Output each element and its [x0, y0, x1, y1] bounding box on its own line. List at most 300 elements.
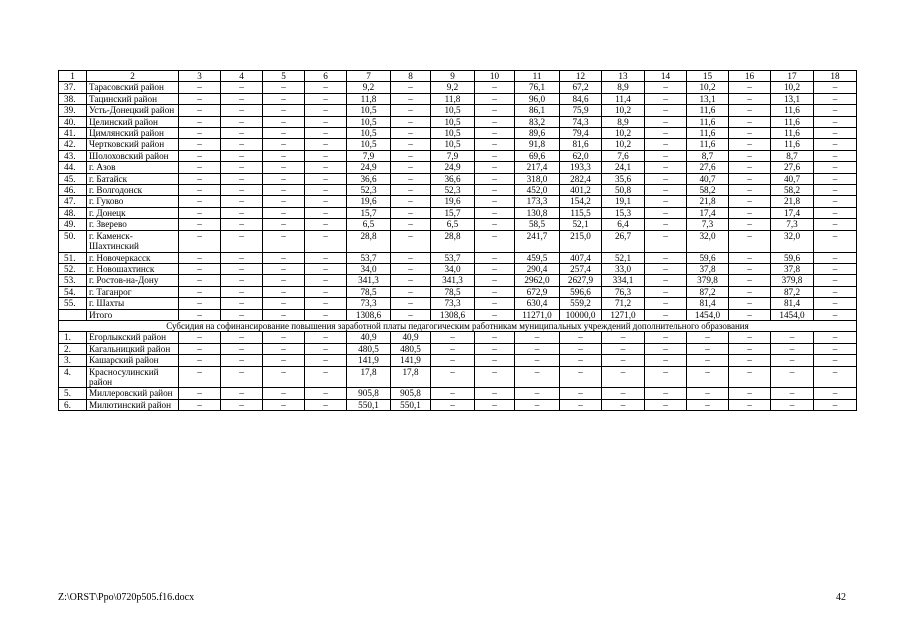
value-cell: –: [515, 366, 560, 388]
value-cell: 19,6: [347, 196, 391, 207]
row-name: г. Каменск-Шахтинский: [87, 230, 179, 252]
value-cell: –: [475, 139, 515, 150]
value-cell: –: [814, 388, 857, 399]
value-cell: –: [305, 355, 347, 366]
value-cell: –: [475, 252, 515, 263]
value-cell: 11,6: [771, 116, 814, 127]
value-cell: 11271,0: [515, 309, 560, 320]
value-cell: –: [729, 196, 771, 207]
column-number: 10: [475, 71, 515, 82]
value-cell: 79,4: [560, 128, 602, 139]
value-cell: 8,7: [687, 150, 729, 161]
value-cell: 34,0: [431, 263, 475, 274]
value-cell: 1308,6: [347, 309, 391, 320]
value-cell: –: [814, 275, 857, 286]
value-cell: 452,0: [515, 185, 560, 196]
value-cell: –: [602, 399, 645, 410]
value-cell: –: [645, 298, 687, 309]
value-cell: –: [645, 263, 687, 274]
column-number: 2: [87, 71, 179, 82]
value-cell: –: [771, 343, 814, 354]
value-cell: –: [431, 388, 475, 399]
row-name: г. Зверево: [87, 219, 179, 230]
value-cell: 11,4: [602, 93, 645, 104]
value-cell: 407,4: [560, 252, 602, 263]
value-cell: –: [729, 286, 771, 297]
value-cell: 10,2: [771, 82, 814, 93]
value-cell: 32,0: [771, 230, 814, 252]
value-cell: –: [645, 185, 687, 196]
value-cell: –: [179, 162, 221, 173]
value-cell: 341,3: [347, 275, 391, 286]
value-cell: –: [560, 366, 602, 388]
value-cell: –: [263, 355, 305, 366]
value-cell: –: [391, 207, 431, 218]
value-cell: –: [391, 116, 431, 127]
value-cell: –: [221, 309, 263, 320]
value-cell: –: [645, 332, 687, 343]
value-cell: –: [305, 309, 347, 320]
value-cell: –: [602, 332, 645, 343]
value-cell: –: [391, 93, 431, 104]
value-cell: 17,4: [687, 207, 729, 218]
value-cell: –: [560, 399, 602, 410]
row-number: 5.: [59, 388, 87, 399]
value-cell: 24,9: [431, 162, 475, 173]
value-cell: –: [645, 105, 687, 116]
value-cell: 11,6: [687, 128, 729, 139]
value-cell: –: [729, 116, 771, 127]
value-cell: 1271,0: [602, 309, 645, 320]
value-cell: –: [221, 286, 263, 297]
value-cell: –: [475, 332, 515, 343]
row-number: 37.: [59, 82, 87, 93]
value-cell: 52,1: [602, 252, 645, 263]
value-cell: –: [729, 185, 771, 196]
value-cell: 53,7: [347, 252, 391, 263]
value-cell: 58,2: [771, 185, 814, 196]
row-number: 52.: [59, 263, 87, 274]
value-cell: –: [814, 219, 857, 230]
value-cell: 11,6: [771, 105, 814, 116]
value-cell: –: [179, 275, 221, 286]
value-cell: 52,3: [431, 185, 475, 196]
value-cell: 13,1: [687, 93, 729, 104]
value-cell: 11,6: [771, 128, 814, 139]
row-name: Итого: [87, 309, 179, 320]
value-cell: –: [814, 309, 857, 320]
value-cell: –: [560, 343, 602, 354]
value-cell: 58,5: [515, 219, 560, 230]
value-cell: 91,8: [515, 139, 560, 150]
value-cell: –: [645, 128, 687, 139]
value-cell: –: [263, 196, 305, 207]
value-cell: –: [391, 309, 431, 320]
value-cell: –: [645, 230, 687, 252]
value-cell: –: [179, 263, 221, 274]
value-cell: –: [179, 366, 221, 388]
value-cell: –: [515, 355, 560, 366]
value-cell: –: [729, 82, 771, 93]
value-cell: –: [771, 355, 814, 366]
value-cell: 480,5: [391, 343, 431, 354]
value-cell: –: [475, 343, 515, 354]
row-number: 3.: [59, 355, 87, 366]
value-cell: 10000,0: [560, 309, 602, 320]
value-cell: 130,8: [515, 207, 560, 218]
value-cell: 10,2: [602, 105, 645, 116]
value-cell: –: [391, 219, 431, 230]
value-cell: –: [305, 128, 347, 139]
value-cell: –: [263, 219, 305, 230]
value-cell: –: [475, 263, 515, 274]
value-cell: 69,6: [515, 150, 560, 161]
value-cell: –: [263, 93, 305, 104]
value-cell: –: [431, 399, 475, 410]
value-cell: –: [431, 366, 475, 388]
value-cell: –: [729, 162, 771, 173]
value-cell: –: [305, 150, 347, 161]
column-number: 14: [645, 71, 687, 82]
value-cell: –: [645, 355, 687, 366]
value-cell: –: [221, 162, 263, 173]
value-cell: 73,3: [431, 298, 475, 309]
value-cell: 28,8: [431, 230, 475, 252]
value-cell: –: [391, 286, 431, 297]
column-number: 3: [179, 71, 221, 82]
value-cell: –: [391, 275, 431, 286]
value-cell: –: [602, 355, 645, 366]
value-cell: –: [475, 388, 515, 399]
value-cell: –: [602, 366, 645, 388]
value-cell: –: [602, 388, 645, 399]
value-cell: –: [179, 185, 221, 196]
row-number: 49.: [59, 219, 87, 230]
value-cell: –: [814, 128, 857, 139]
table-row: [59, 207, 857, 218]
value-cell: –: [729, 332, 771, 343]
value-cell: –: [179, 388, 221, 399]
value-cell: –: [221, 128, 263, 139]
value-cell: –: [645, 173, 687, 184]
value-cell: –: [179, 355, 221, 366]
value-cell: –: [645, 366, 687, 388]
value-cell: –: [221, 275, 263, 286]
value-cell: –: [391, 252, 431, 263]
value-cell: –: [687, 399, 729, 410]
value-cell: –: [475, 355, 515, 366]
value-cell: 290,4: [515, 263, 560, 274]
value-cell: –: [645, 275, 687, 286]
value-cell: –: [391, 173, 431, 184]
value-cell: –: [645, 116, 687, 127]
value-cell: –: [475, 399, 515, 410]
value-cell: –: [814, 173, 857, 184]
value-cell: –: [305, 263, 347, 274]
value-cell: –: [263, 388, 305, 399]
value-cell: –: [814, 230, 857, 252]
value-cell: –: [814, 286, 857, 297]
value-cell: 37,8: [687, 263, 729, 274]
value-cell: –: [645, 252, 687, 263]
row-name: г. Таганрог: [87, 286, 179, 297]
value-cell: –: [221, 252, 263, 263]
value-cell: 83,2: [515, 116, 560, 127]
value-cell: –: [391, 105, 431, 116]
value-cell: –: [305, 388, 347, 399]
value-cell: –: [475, 196, 515, 207]
value-cell: 8,9: [602, 82, 645, 93]
value-cell: –: [771, 332, 814, 343]
value-cell: 11,6: [771, 139, 814, 150]
value-cell: 193,3: [560, 162, 602, 173]
value-cell: –: [814, 82, 857, 93]
value-cell: –: [305, 207, 347, 218]
value-cell: 17,8: [391, 366, 431, 388]
row-number: 4.: [59, 366, 87, 388]
table-row: [59, 309, 857, 320]
value-cell: 40,7: [771, 173, 814, 184]
table-row: [59, 343, 857, 354]
value-cell: –: [179, 219, 221, 230]
value-cell: 215,0: [560, 230, 602, 252]
value-cell: –: [475, 298, 515, 309]
value-cell: –: [515, 332, 560, 343]
value-cell: –: [179, 252, 221, 263]
row-name: Красносулинский район: [87, 366, 179, 388]
column-number: 15: [687, 71, 729, 82]
row-number: 50.: [59, 230, 87, 252]
row-number: 53.: [59, 275, 87, 286]
value-cell: 11,8: [431, 93, 475, 104]
value-cell: –: [431, 332, 475, 343]
value-cell: 62,0: [560, 150, 602, 161]
table-row: [59, 162, 857, 173]
value-cell: –: [305, 399, 347, 410]
column-number-row: [59, 71, 857, 82]
value-cell: 53,7: [431, 252, 475, 263]
value-cell: –: [814, 105, 857, 116]
row-number: 41.: [59, 128, 87, 139]
value-cell: 341,3: [431, 275, 475, 286]
value-cell: 459,5: [515, 252, 560, 263]
value-cell: –: [475, 309, 515, 320]
table-row: [59, 219, 857, 230]
value-cell: 17,8: [347, 366, 391, 388]
value-cell: 8,7: [771, 150, 814, 161]
value-cell: 58,2: [687, 185, 729, 196]
value-cell: 81,4: [771, 298, 814, 309]
value-cell: 11,6: [687, 116, 729, 127]
row-number: 47.: [59, 196, 87, 207]
column-number: 1: [59, 71, 87, 82]
value-cell: –: [475, 128, 515, 139]
value-cell: –: [221, 150, 263, 161]
value-cell: 15,7: [431, 207, 475, 218]
value-cell: –: [305, 332, 347, 343]
value-cell: 36,6: [347, 173, 391, 184]
row-name: Усть-Донецкий район: [87, 105, 179, 116]
value-cell: –: [263, 275, 305, 286]
value-cell: 67,2: [560, 82, 602, 93]
row-number: [59, 309, 87, 320]
table-row: [59, 388, 857, 399]
value-cell: 11,6: [687, 105, 729, 116]
value-cell: –: [475, 116, 515, 127]
row-number: 1.: [59, 332, 87, 343]
row-name: Кагальницкий район: [87, 343, 179, 354]
footer-file-path: Z:\ORST\Ppo\0720p505.f16.docx: [58, 592, 195, 603]
value-cell: 34,0: [347, 263, 391, 274]
value-cell: 10,2: [602, 139, 645, 150]
value-cell: –: [729, 343, 771, 354]
row-number: 42.: [59, 139, 87, 150]
value-cell: 7,3: [771, 219, 814, 230]
value-cell: –: [263, 207, 305, 218]
value-cell: 10,5: [431, 105, 475, 116]
value-cell: –: [221, 355, 263, 366]
value-cell: –: [645, 286, 687, 297]
row-name: Цимлянский район: [87, 128, 179, 139]
value-cell: 27,6: [771, 162, 814, 173]
value-cell: –: [263, 185, 305, 196]
value-cell: 1454,0: [771, 309, 814, 320]
row-number: 40.: [59, 116, 87, 127]
column-number: 4: [221, 71, 263, 82]
value-cell: –: [391, 139, 431, 150]
value-cell: –: [475, 93, 515, 104]
value-cell: –: [645, 162, 687, 173]
value-cell: –: [687, 343, 729, 354]
row-number: 6.: [59, 399, 87, 410]
value-cell: 2627,9: [560, 275, 602, 286]
value-cell: –: [814, 298, 857, 309]
value-cell: –: [729, 230, 771, 252]
value-cell: –: [771, 366, 814, 388]
value-cell: –: [645, 399, 687, 410]
value-cell: 19,6: [431, 196, 475, 207]
value-cell: –: [263, 252, 305, 263]
value-cell: 10,5: [347, 139, 391, 150]
row-name: г. Донецк: [87, 207, 179, 218]
section-title-row: [59, 320, 857, 331]
value-cell: 257,4: [560, 263, 602, 274]
table-row: [59, 139, 857, 150]
value-cell: 73,3: [347, 298, 391, 309]
row-name: Тарасовский район: [87, 82, 179, 93]
value-cell: 630,4: [515, 298, 560, 309]
table-row: [59, 366, 857, 388]
column-number: 16: [729, 71, 771, 82]
value-cell: –: [771, 399, 814, 410]
value-cell: –: [179, 116, 221, 127]
value-cell: –: [475, 219, 515, 230]
value-cell: –: [729, 139, 771, 150]
row-name: Чертковский район: [87, 139, 179, 150]
value-cell: 78,5: [431, 286, 475, 297]
row-number: 48.: [59, 207, 87, 218]
value-cell: 52,1: [560, 219, 602, 230]
value-cell: 905,8: [391, 388, 431, 399]
value-cell: –: [179, 343, 221, 354]
value-cell: 241,7: [515, 230, 560, 252]
value-cell: –: [305, 230, 347, 252]
value-cell: 379,8: [771, 275, 814, 286]
value-cell: 154,2: [560, 196, 602, 207]
value-cell: –: [814, 196, 857, 207]
row-number: 43.: [59, 150, 87, 161]
value-cell: –: [515, 388, 560, 399]
value-cell: 6,4: [602, 219, 645, 230]
row-number: 55.: [59, 298, 87, 309]
value-cell: 379,8: [687, 275, 729, 286]
value-cell: –: [305, 252, 347, 263]
value-cell: –: [221, 173, 263, 184]
value-cell: –: [687, 355, 729, 366]
value-cell: –: [221, 343, 263, 354]
value-cell: –: [814, 343, 857, 354]
value-cell: –: [263, 366, 305, 388]
value-cell: –: [729, 388, 771, 399]
value-cell: –: [263, 105, 305, 116]
value-cell: 13,1: [771, 93, 814, 104]
value-cell: –: [729, 219, 771, 230]
row-name: Шолоховский район: [87, 150, 179, 161]
value-cell: –: [305, 275, 347, 286]
value-cell: 672,9: [515, 286, 560, 297]
value-cell: –: [431, 355, 475, 366]
row-name: Целинский район: [87, 116, 179, 127]
value-cell: –: [391, 128, 431, 139]
column-number: 6: [305, 71, 347, 82]
table-row: [59, 263, 857, 274]
value-cell: 40,7: [687, 173, 729, 184]
value-cell: 282,4: [560, 173, 602, 184]
value-cell: 559,2: [560, 298, 602, 309]
value-cell: –: [729, 93, 771, 104]
value-cell: –: [515, 343, 560, 354]
value-cell: 76,1: [515, 82, 560, 93]
value-cell: 15,7: [347, 207, 391, 218]
column-number: 11: [515, 71, 560, 82]
row-name: г. Шахты: [87, 298, 179, 309]
column-number: 7: [347, 71, 391, 82]
value-cell: –: [814, 366, 857, 388]
value-cell: 36,6: [431, 173, 475, 184]
value-cell: 141,9: [391, 355, 431, 366]
value-cell: 10,2: [687, 82, 729, 93]
value-cell: 87,2: [687, 286, 729, 297]
value-cell: 9,2: [347, 82, 391, 93]
value-cell: –: [179, 399, 221, 410]
table-row: [59, 275, 857, 286]
value-cell: –: [475, 286, 515, 297]
value-cell: 40,9: [347, 332, 391, 343]
value-cell: –: [560, 388, 602, 399]
value-cell: –: [263, 139, 305, 150]
row-name: г. Ростов-на-Дону: [87, 275, 179, 286]
value-cell: –: [645, 207, 687, 218]
value-cell: 217,4: [515, 162, 560, 173]
value-cell: –: [729, 128, 771, 139]
value-cell: 1454,0: [687, 309, 729, 320]
value-cell: –: [687, 366, 729, 388]
table-row: [59, 332, 857, 343]
value-cell: –: [602, 343, 645, 354]
value-cell: 78,5: [347, 286, 391, 297]
value-cell: –: [221, 185, 263, 196]
value-cell: 40,9: [391, 332, 431, 343]
